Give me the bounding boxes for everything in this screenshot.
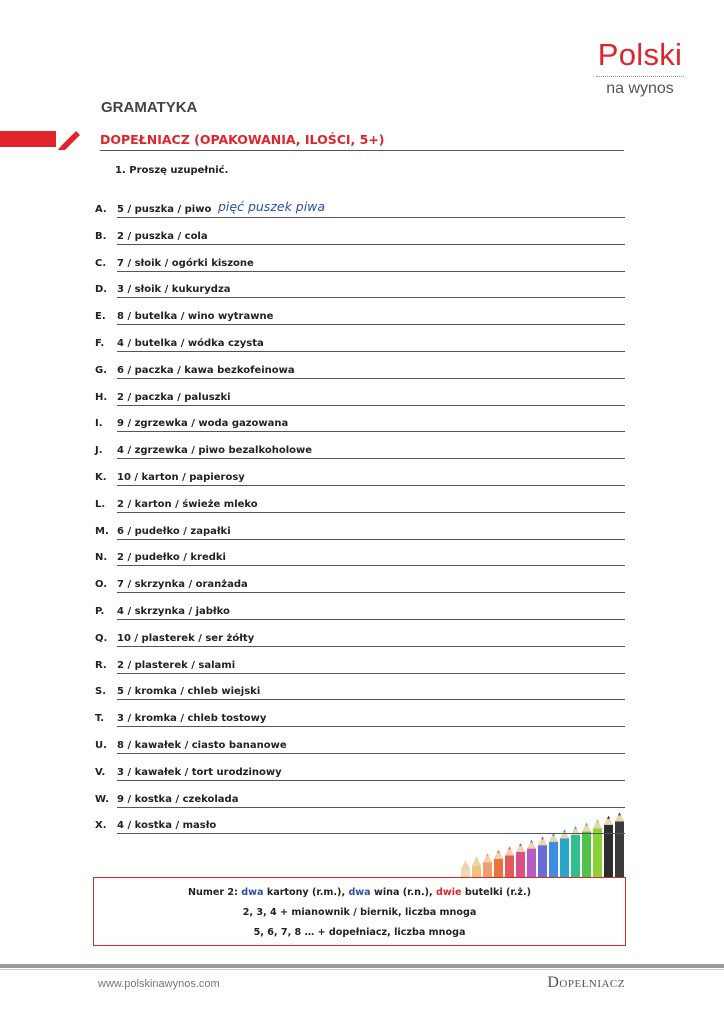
exercise-row [0, 365, 724, 385]
exercise-letter: C. [95, 257, 107, 269]
exercise-prompt: 2 / pudełko / kredki [117, 552, 229, 563]
exercise-prompt: 9 / kostka / czekolada [117, 794, 241, 805]
pencil-shape [538, 836, 547, 878]
exercise-letter: F. [95, 338, 105, 349]
exercise-letter: M. [95, 525, 109, 537]
colored-pencils-illustration [455, 806, 631, 878]
exercise-prompt: 10 / plasterek / ser żółty [117, 633, 257, 644]
section-title: GRAMATYKA [101, 99, 198, 116]
exercise-letter: Q. [95, 632, 108, 644]
answer-line[interactable] [117, 833, 625, 834]
footer-divider [0, 964, 724, 968]
exercise-prompt: 8 / kawałek / ciasto bananowe [117, 740, 290, 751]
answer-line[interactable] [117, 271, 625, 272]
exercise-letter: T. [95, 713, 105, 725]
exercise-prompt: 4 / butelka / wódka czysta [117, 338, 267, 349]
rule-line-3: 5, 6, 7, 8 … + dopełniacz, liczba mnoga [253, 927, 466, 938]
rule-line-1 [94, 887, 625, 898]
exercise-prompt: 10 / karton / papierosy [117, 472, 248, 483]
exercise-letter: S. [95, 686, 107, 698]
exercise-letter: B. [95, 230, 107, 242]
answer-line[interactable] [117, 324, 625, 325]
exercise-prompt: 9 / zgrzewka / woda gazowana [117, 418, 291, 429]
exercise-row [0, 526, 724, 546]
exercise-row [0, 660, 724, 680]
footer-topic: Dopełniacz [547, 974, 625, 991]
exercise-prompt: 4 / skrzynka / jabłko [117, 606, 233, 617]
pencil-icon [57, 128, 81, 150]
pencil-shape [615, 812, 624, 878]
rule-text-2: wina (r.n.), [370, 887, 437, 898]
answer-line[interactable] [117, 619, 625, 620]
pencil-shape [472, 857, 481, 878]
topic-accent-bar [0, 131, 56, 147]
exercise-row [0, 740, 724, 760]
exercise-prompt: 6 / pudełko / zapałki [117, 526, 234, 537]
pencil-shape [593, 819, 602, 878]
answer-line[interactable] [117, 485, 625, 486]
exercise-row [0, 231, 724, 251]
exercise-prompt: 3 / słoik / kukurydza [117, 284, 234, 295]
footer-divider-light [0, 969, 724, 970]
pencil-shape [505, 846, 514, 878]
exercise-row [0, 606, 724, 626]
exercise-letter: E. [95, 311, 106, 323]
logo-divider [596, 76, 684, 77]
exercise-row [0, 311, 724, 331]
pencil-shape [560, 829, 569, 878]
exercise-row [0, 767, 724, 787]
answer-line[interactable] [117, 217, 625, 218]
topic-underline [100, 150, 624, 151]
answer-line[interactable] [117, 405, 625, 406]
rule-word-dwa-2: dwa [348, 887, 371, 898]
rule-text-1: kartony (r.m.), [263, 887, 349, 898]
exercise-letter: H. [95, 391, 108, 403]
pencil-shape [494, 850, 503, 878]
exercise-prompt: 4 / zgrzewka / piwo bezalkoholowe [117, 445, 315, 456]
exercise-letter: X. [95, 820, 107, 832]
answer-line[interactable] [117, 539, 625, 540]
exercise-row [0, 633, 724, 653]
instruction: 1. Proszę uzupełnić. [115, 165, 229, 176]
brand-logo [596, 38, 684, 98]
exercise-prompt: 3 / kromka / chleb tostowy [117, 713, 269, 724]
exercise-letter: G. [95, 364, 108, 376]
exercise-row [0, 199, 724, 224]
exercise-row [0, 418, 724, 438]
answer-line[interactable] [117, 726, 625, 727]
answer-line[interactable] [117, 780, 625, 781]
handwritten-answer: pięć puszek piwa [218, 199, 326, 214]
exercise-prompt: 5 / puszka / piwo [117, 204, 214, 215]
exercise-prompt: 2 / puszka / cola [117, 231, 211, 242]
pencil-shape [604, 816, 613, 878]
pencil-shape [582, 823, 591, 878]
exercise-letter: A. [95, 204, 107, 215]
grammar-rule-box [93, 877, 626, 946]
exercise-row [0, 445, 724, 465]
answer-line[interactable] [117, 753, 625, 754]
exercise-row [0, 338, 724, 358]
answer-line[interactable] [117, 592, 625, 593]
rule-prefix: Numer 2: [187, 887, 242, 898]
exercise-prompt: 5 / kromka / chleb wiejski [117, 686, 263, 697]
exercise-prompt: 7 / słoik / ogórki kiszone [117, 258, 257, 269]
exercise-letter: J. [95, 445, 103, 457]
exercise-row [0, 499, 724, 519]
answer-line[interactable] [117, 646, 625, 647]
answer-line[interactable] [117, 297, 625, 298]
rule-line-2: 2, 3, 4 + mianownik / biernik, liczba mnoga [242, 907, 477, 918]
exercise-letter: R. [95, 659, 107, 671]
exercise-letter: P. [95, 606, 105, 617]
footer-website: www.polskinawynos.com [98, 978, 220, 990]
exercise-letter: W. [95, 793, 110, 805]
exercise-row [0, 284, 724, 304]
pencil-shape [483, 853, 492, 878]
exercise-row [0, 258, 724, 278]
exercise-letter: V. [95, 766, 106, 778]
pencil-shape [461, 860, 470, 878]
answer-line[interactable] [117, 431, 625, 432]
answer-line[interactable] [117, 512, 625, 513]
exercise-letter: U. [95, 740, 107, 751]
answer-line[interactable] [117, 565, 625, 566]
exercise-letter: O. [95, 579, 108, 591]
pencil-shape [527, 840, 536, 878]
answer-line[interactable] [117, 378, 625, 379]
exercise-row [0, 392, 724, 412]
answer-line[interactable] [117, 458, 625, 459]
topic-title: DOPEŁNIACZ (OPAKOWANIA, ILOŚCI, 5+) [100, 132, 385, 147]
exercise-prompt: 2 / plasterek / salami [117, 660, 238, 671]
exercise-row [0, 579, 724, 599]
exercise-letter: D. [95, 284, 108, 296]
pencil-shape [516, 843, 525, 878]
exercise-letter: K. [95, 472, 107, 483]
exercise-prompt: 8 / butelka / wino wytrawne [117, 311, 276, 322]
answer-line[interactable] [117, 699, 625, 700]
exercise-prompt: 2 / karton / świeże mleko [117, 499, 261, 510]
brand-tagline: na wynos [606, 80, 674, 97]
answer-line[interactable] [117, 807, 625, 808]
answer-line[interactable] [117, 351, 625, 352]
pencil-shape [549, 833, 558, 878]
answer-line[interactable] [117, 244, 625, 245]
answer-line[interactable] [117, 673, 625, 674]
exercise-prompt: 4 / kostka / masło [117, 820, 219, 831]
rule-text-3: butelki (r.ż.) [461, 887, 531, 898]
exercise-letter: N. [95, 552, 108, 564]
brand-name: Polski [597, 37, 683, 72]
exercise-row [0, 552, 724, 572]
exercise-prompt: 6 / paczka / kawa bezkofeinowa [117, 365, 298, 376]
rule-word-dwie: dwie [436, 887, 462, 898]
rule-word-dwa-1: dwa [241, 887, 264, 898]
exercise-letter: L. [95, 498, 106, 510]
exercise-row [0, 713, 724, 733]
exercise-prompt: 3 / kawałek / tort urodzinowy [117, 767, 285, 778]
exercise-prompt: 7 / skrzynka / oranżada [117, 579, 251, 590]
exercise-row [0, 472, 724, 492]
exercise-prompt: 2 / paczka / paluszki [117, 392, 234, 403]
exercise-row [0, 686, 724, 706]
exercise-letter: I. [95, 418, 103, 430]
